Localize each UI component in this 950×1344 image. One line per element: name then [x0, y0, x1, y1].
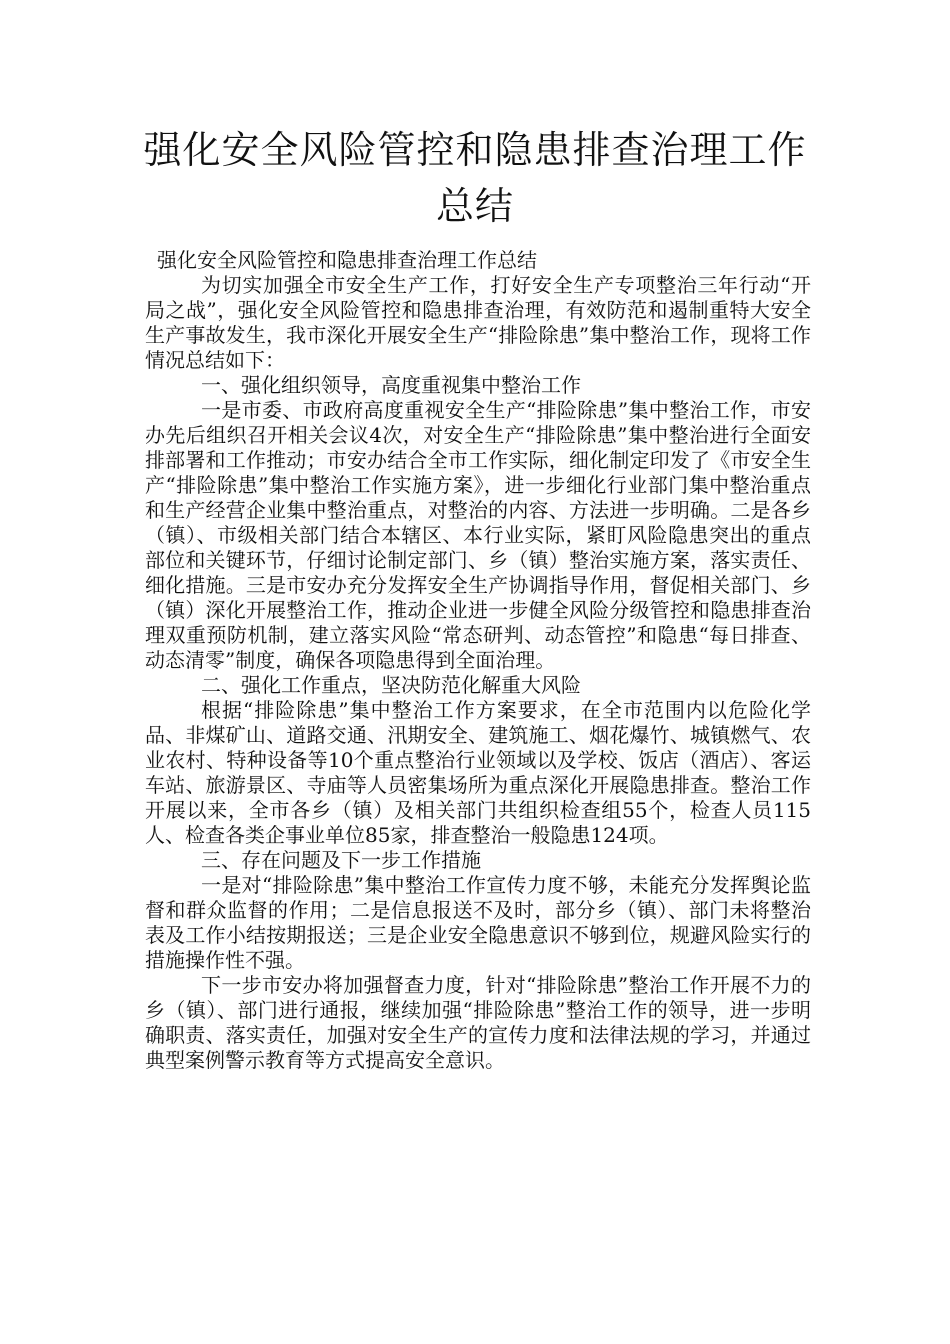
- section-1-paragraph-1: 一是市委、市政府高度重视安全生产“排险除患”集中整治工作，市安办先后组织召开相关会议4次，对安全生产“排险除患”集中整治进行全面安排部署和工作推动；市安办结合全市工作实际，细化制定印发了《市安全生产“排险除患”集中整治工作实施方案》，进一步细化行业部门集中整治重点和生产经营企业集中整治重点，对整治的内容、方法进一步明确。二是各乡（镇）、市级相关部门结合本辖区、本行业实际，紧盯风险隐患突出的重点部位和关键环节，仔细讨论制定部门、乡（镇）整治实施方案，落实责任、细化措施。三是市安办充分发挥安全生产协调指导作用，督促相关部门、乡（镇）深化开展整治工作，推动企业进一步健全风险分级管控和隐患排查治理双重预防机制，建立落实风险“常态研判、动态管控”和隐患“每日排查、动态清零”制度，确保各项隐患得到全面治理。: [145, 398, 811, 672]
- page-title: 强化安全风险管控和隐患排查治理工作总结: [143, 128, 807, 228]
- section-heading-3: 三、存在问题及下一步工作措施: [201, 848, 481, 872]
- section-heading-2: 二、强化工作重点，坚决防范化解重大风险: [201, 673, 581, 697]
- section-heading-1: 一、强化组织领导，高度重视集中整治工作: [201, 373, 581, 397]
- section-2-paragraph-1: 根据“排险除患”集中整治工作方案要求，在全市范围内以危险化学品、非煤矿山、道路交通、汛期安全、建筑施工、烟花爆竹、城镇燃气、农业农村、特种设备等10个重点整治行业领域以及学校、饭店（酒店）、客运车站、旅游景区、寺庙等人员密集场所为重点深化开展隐患排查。整治工作开展以来，全市各乡（镇）及相关部门共组织检查组55个，检查人员115人、检查各类企事业单位85家，排查整治一般隐患124项。: [145, 698, 811, 847]
- document-subtitle: 强化安全风险管控和隐患排查治理工作总结: [157, 248, 537, 272]
- document-body: [145, 248, 811, 1073]
- section-3-paragraph-1: 一是对“排险除患”集中整治工作宣传力度不够，未能充分发挥舆论监督和群众监督的作用；二是信息报送不及时，部分乡（镇）、部门未将整治表及工作小结按期报送；三是企业安全隐患意识不够到位，规避风险实行的措施操作性不强。: [145, 873, 811, 972]
- section-3-paragraph-2: 下一步市安办将加强督查力度，针对“排险除患”整治工作开展不力的乡（镇）、部门进行通报，继续加强“排险除患”整治工作的领导，进一步明确职责、落实责任，加强对安全生产的宣传力度和法律法规的学习，并通过典型案例警示教育等方式提高安全意识。: [145, 973, 811, 1072]
- intro-paragraph: 为切实加强全市安全生产工作，打好安全生产专项整治三年行动“开局之战”，强化安全风险管控和隐患排查治理，有效防范和遏制重特大安全生产事故发生，我市深化开展安全生产“排险除患”集中整治工作，现将工作情况总结如下：: [145, 273, 811, 372]
